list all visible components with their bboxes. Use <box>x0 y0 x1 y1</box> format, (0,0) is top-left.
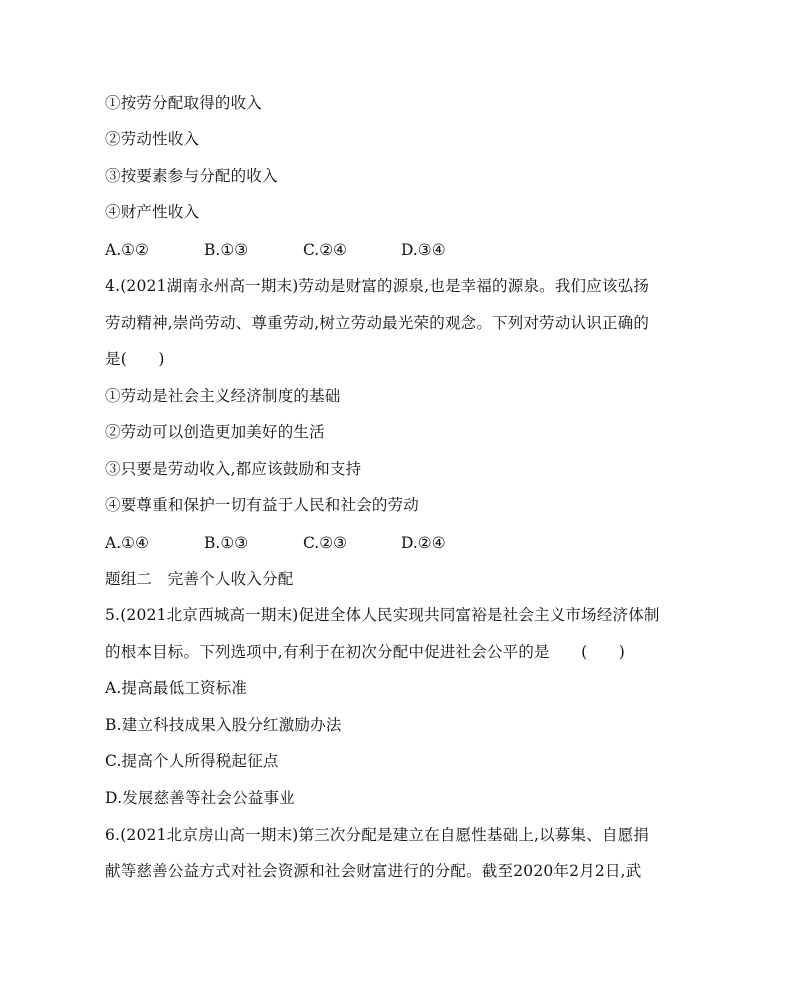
q5-option-a: A.提高最低工资标准 <box>105 679 248 697</box>
q5-option-c: C.提高个人所得税起征点 <box>105 752 279 770</box>
q6-stem-line-2: 献等慈善公益方式对社会资源和社会财富进行的分配。截至2020年2月2日,武 <box>105 862 642 880</box>
q3-option-a: A.①② <box>105 241 149 259</box>
q3-options <box>105 240 505 260</box>
q3-item-2: ②劳动性收入 <box>105 130 200 148</box>
q4-option-c: C.②③ <box>303 534 348 552</box>
q4-item-2: ②劳动可以创造更加美好的生活 <box>105 423 325 441</box>
q4-stem-line-2: 劳动精神,崇尚劳动、尊重劳动,树立劳动最光荣的观念。下列对劳动认识正确的 <box>105 314 650 332</box>
q5-stem-line-1: 5.(2021北京西城高一期末)促进全体人民实现共同富裕是社会主义市场经济体制 <box>105 606 660 624</box>
q4-item-1: ①劳动是社会主义经济制度的基础 <box>105 387 341 405</box>
section-title: 题组二 完善个人收入分配 <box>105 570 294 588</box>
q5-stem-line-2: 的根本目标。下列选项中,有利于在初次分配中促进社会公平的是 ( ) <box>105 643 626 661</box>
q3-option-b: B.①③ <box>204 241 249 259</box>
q4-item-4: ④要尊重和保护一切有益于人民和社会的劳动 <box>105 496 420 514</box>
q5-option-b: B.建立科技成果入股分红激励办法 <box>105 716 342 734</box>
q5-option-d: D.发展慈善等社会公益事业 <box>105 789 295 807</box>
q3-option-d: D.③④ <box>401 241 446 259</box>
q3-item-4: ④财产性收入 <box>105 203 200 221</box>
q4-stem-line-1: 4.(2021湖南永州高一期末)劳动是财富的源泉,也是幸福的源泉。我们应该弘扬 <box>105 277 650 295</box>
q4-options <box>105 533 505 553</box>
q6-stem-line-1: 6.(2021北京房山高一期末)第三次分配是建立在自愿性基础上,以募集、自愿捐 <box>105 826 650 844</box>
q4-item-3: ③只要是劳动收入,都应该鼓励和支持 <box>105 460 362 478</box>
q3-option-c: C.②④ <box>303 241 348 259</box>
q3-item-1: ①按劳分配取得的收入 <box>105 94 263 112</box>
q4-option-b: B.①③ <box>204 534 249 552</box>
q4-option-d: D.②④ <box>401 534 446 552</box>
q4-option-a: A.①④ <box>105 534 149 552</box>
q3-item-3: ③按要素参与分配的收入 <box>105 167 278 185</box>
q4-stem-line-3: 是( ) <box>105 350 165 368</box>
